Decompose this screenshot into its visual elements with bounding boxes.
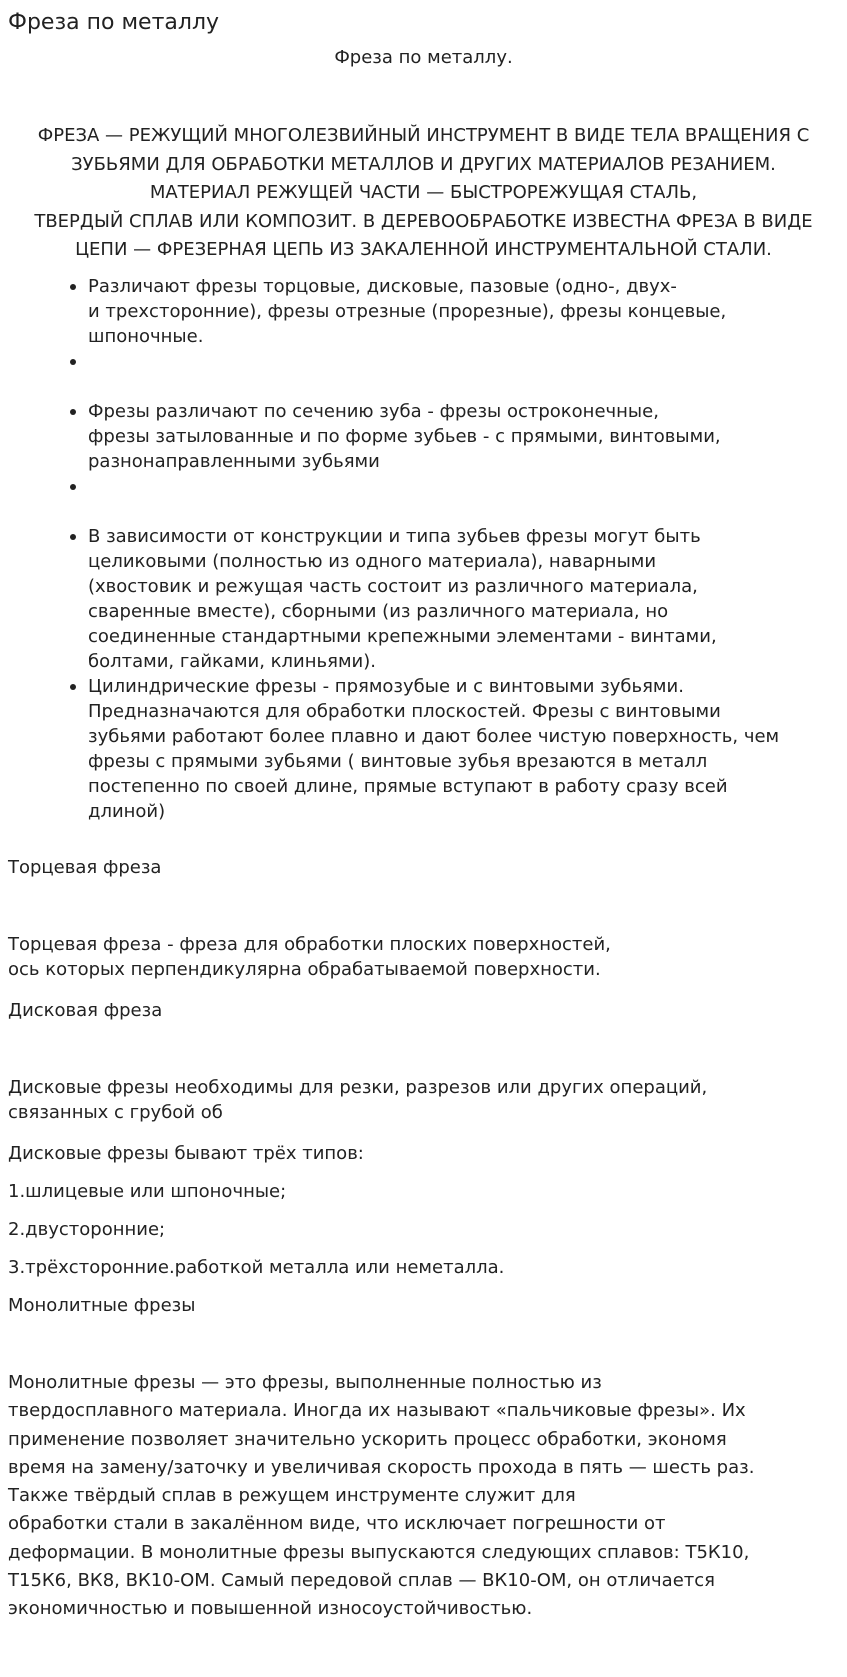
- list-spacer: [0, 349, 828, 402]
- article-subtitle: Фреза по металлу.: [334, 47, 513, 68]
- list-item-line: и трехсторонние), фрезы отрезные (прорезные), фрезы концевые,: [88, 301, 727, 322]
- disc-mill-type-item: 1.шлицевые или шпоночные;: [8, 1181, 287, 1202]
- list-item: [0, 399, 828, 474]
- monolithic-paragraph: [8, 1369, 838, 1624]
- list-item-line: зубьями работают более плавно и дают более чистую поверхность, чем: [88, 726, 780, 747]
- list-item-line: шпоночные.: [88, 326, 204, 347]
- list-item-line: фрезы затылованные и по форме зубьев - с прямыми, винтовыми,: [88, 426, 721, 447]
- list-item-line: сваренные вместе), сборными (из различного материала, но: [88, 601, 669, 622]
- paragraph-line: применение позволяет значительно ускорить процесс обработки, экономя: [8, 1428, 727, 1450]
- intro-line: ФРЕЗА — РЕЖУЩИЙ МНОГОЛЕЗВИЙНЫЙ ИНСТРУМЕНТ В ВИДЕ ТЕЛА ВРАЩЕНИЯ С: [37, 125, 810, 146]
- feature-list: [0, 274, 847, 824]
- face-mill-paragraph: [8, 932, 838, 982]
- intro-paragraph: [0, 122, 847, 265]
- list-item-line: длиной): [88, 801, 166, 822]
- list-item-line: разнонаправленными зубьями: [88, 451, 380, 472]
- list-item-line: Фрезы различают по сечению зуба - фрезы остроконечные,: [88, 401, 659, 422]
- list-spacer: [0, 474, 828, 527]
- face-mill-heading: Торцевая фреза: [8, 857, 162, 878]
- disc-mill-types-intro: Дисковые фрезы бывают трёх типов:: [8, 1143, 364, 1164]
- list-item-line: соединенные стандартными крепежными элементами - винтами,: [88, 626, 717, 647]
- disc-mill-heading: Дисковая фреза: [8, 1000, 163, 1021]
- intro-line: ЗУБЬЯМИ ДЛЯ ОБРАБОТКИ МЕТАЛЛОВ И ДРУГИХ МАТЕРИАЛОВ РЕЗАНИЕМ.: [71, 153, 776, 175]
- paragraph-line: твердосплавного материала. Иногда их называют «пальчиковые фрезы». Их: [8, 1400, 746, 1422]
- paragraph-line: деформации. В монолитные фрезы выпускаются следующих сплавов: Т5К10,: [8, 1541, 750, 1563]
- paragraph-line: экономичностью и повышенной износоустойчивостью.: [8, 1598, 533, 1620]
- paragraph-line: ось которых перпендикулярна обрабатываемой поверхности.: [8, 959, 601, 980]
- paragraph-line: Т15К6, ВК8, ВК10-ОМ. Самый передовой сплав — ВК10-ОМ, он отличается: [8, 1570, 715, 1592]
- page-title: Фреза по металлу: [8, 10, 220, 35]
- list-item-line: целиковыми (полностью из одного материала), наварными: [88, 551, 657, 572]
- list-item-line: Различают фрезы торцовые, дисковые, пазовые (одно-, двух-: [88, 276, 677, 297]
- paragraph-line: Дисковые фрезы необходимы для резки, разрезов или других операций,: [8, 1077, 708, 1098]
- list-item-line: постепенно по своей длине, прямые вступают в работу сразу всей: [88, 776, 728, 797]
- paragraph-line: Торцевая фреза - фреза для обработки плоских поверхностей,: [8, 934, 611, 955]
- disc-mill-type-item: 2.двусторонние;: [8, 1219, 166, 1240]
- intro-line: МАТЕРИАЛ РЕЖУЩЕЙ ЧАСТИ — БЫСТРОРЕЖУЩАЯ СТАЛЬ,: [149, 182, 698, 203]
- list-item: [0, 524, 828, 674]
- disc-mill-paragraph: [8, 1075, 838, 1125]
- paragraph-line: связанных с грубой об: [8, 1102, 223, 1123]
- paragraph-line: время на замену/заточку и увеличивая скорость прохода в пять — шесть раз.: [8, 1456, 755, 1478]
- disc-mill-type-item: 3.трёхсторонние.работкой металла или неметалла.: [8, 1257, 505, 1278]
- list-item-line: (хвостовик и режущая часть состоит из различного материала,: [88, 576, 698, 597]
- list-item-line: Цилиндрические фрезы - прямозубые и с винтовыми зубьями.: [88, 676, 684, 697]
- paragraph-line: Монолитные фрезы — это фрезы, выполненные полностью из: [8, 1372, 602, 1393]
- monolithic-heading: Монолитные фрезы: [8, 1295, 196, 1316]
- list-item-line: фрезы с прямыми зубьями ( винтовые зубья врезаются в металл: [88, 751, 708, 772]
- intro-line: ЦЕПИ — ФРЕЗЕРНАЯ ЦЕПЬ ИЗ ЗАКАЛЕННОЙ ИНСТРУМЕНТАЛЬНОЙ СТАЛИ.: [75, 239, 772, 260]
- intro-line: ТВЕРДЫЙ СПЛАВ ИЛИ КОМПОЗИТ. В ДЕРЕВООБРАБОТКЕ ИЗВЕСТНА ФРЕЗА В ВИДЕ: [34, 210, 813, 232]
- list-item: [0, 674, 828, 824]
- list-item-line: болтами, гайками, клиньями).: [88, 651, 376, 672]
- paragraph-line: Также твёрдый сплав в режущем инструменте служит для: [8, 1485, 576, 1507]
- list-item: [0, 274, 828, 349]
- list-item-line: В зависимости от конструкции и типа зубьев фрезы могут быть: [88, 526, 701, 547]
- list-item-line: Предназначаются для обработки плоскостей. Фрезы с винтовыми: [88, 701, 721, 722]
- paragraph-line: обработки стали в закалённом виде, что исключает погрешности от: [8, 1513, 666, 1535]
